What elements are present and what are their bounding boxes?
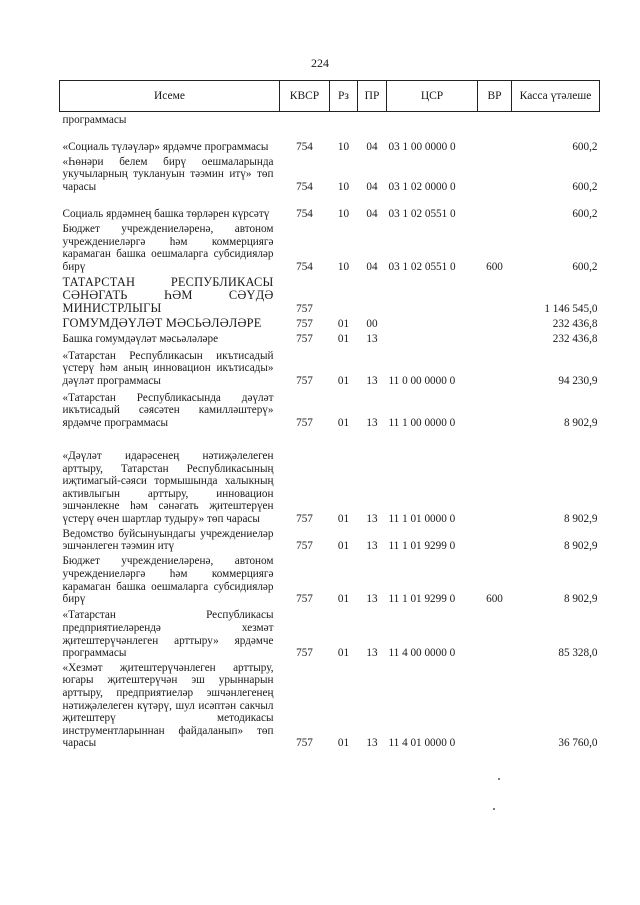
cell-name: «Социаль түләүләр» ярдәмче программасы: [62, 141, 269, 153]
cell-vr: [478, 660, 512, 750]
cell-name: «Татарстан Республикасын икътисадый үстерү һәм аның инновацион икътисады» дәүләт программасы: [62, 349, 274, 387]
cell-rz: [330, 273, 358, 315]
cell-pr: 13: [366, 416, 378, 429]
table-row: [60, 388, 600, 430]
header-kassa: Касса үтәлеше: [512, 81, 600, 112]
scan-speck: [498, 778, 500, 780]
cell-name: Башка гомумдәүләт мәсьәләләре: [62, 332, 219, 345]
scan-speck: [493, 808, 495, 810]
cell-kvsr: 757: [296, 647, 313, 660]
header-csr: ЦСР: [387, 81, 478, 112]
cell-rz: 01: [337, 416, 350, 429]
cell-rz: 01: [337, 317, 350, 330]
cell-csr: 11 1 01 0000 0: [388, 512, 456, 525]
cell-vr: [478, 346, 512, 388]
cell-kvsr: [280, 112, 330, 127]
cell-kvsr: 757: [296, 302, 313, 315]
header-name: Исеме: [60, 81, 280, 112]
cell-vr: [478, 430, 512, 526]
cell-pr: 13: [366, 647, 378, 660]
cell-name: «Татарстан Республикасында дәүләт икътисадый сәясәтен камилләштерү» ярдәмче программасы: [62, 391, 274, 429]
cell-name: «Хезмәт җитештерүчәнлеген арттыру, югары җитештерүчән эш урыннарын арттыру, предприятиеләр эшчәнлегенең нәтиҗәлелеген күтәрү, шул исәптән сакчыл җитештерү методикасы инструментларыннан файдаланып» төп чарасы: [62, 661, 274, 750]
cell-rz: 01: [337, 593, 350, 606]
cell-kvsr: 757: [296, 374, 313, 387]
cell-vr: [478, 127, 512, 154]
cell-kassa: 232 436,8: [552, 332, 598, 345]
table-row: [60, 526, 600, 553]
cell-kassa: 600,2: [572, 141, 598, 153]
table-row: [60, 430, 600, 526]
header-kvsr: КВСР: [280, 81, 330, 112]
cell-name: Бюджет учреждениеләренә, автоном учреждениеләргә һәм коммерциягә карамаган башка оешмаларга субсидияләр бирү: [62, 223, 274, 273]
cell-kvsr: 757: [296, 593, 313, 606]
table-row: [60, 331, 600, 346]
table-row: [60, 606, 600, 660]
cell-pr: 04: [366, 180, 378, 193]
cell-kassa: 600,2: [572, 207, 598, 220]
cell-kassa: 85 328,0: [558, 647, 598, 660]
cell-kassa: 232 436,8: [552, 317, 598, 330]
cell-rz: [330, 112, 358, 127]
cell-csr: 03 1 02 0551 0: [388, 260, 456, 273]
cell-csr: 03 1 02 0000 0: [388, 180, 456, 193]
cell-rz: 10: [337, 141, 350, 153]
table-header: [60, 81, 600, 112]
cell-vr: [478, 606, 512, 660]
cell-kassa: 600,2: [572, 180, 598, 193]
cell-kvsr: 754: [296, 141, 313, 153]
table-body: [60, 112, 600, 750]
cell-name: Социаль ярдәмнең башка төрләрен күрсәтү: [62, 207, 270, 220]
cell-vr: [478, 315, 512, 330]
cell-kvsr: 757: [296, 317, 313, 330]
cell-vr: [478, 331, 512, 346]
table-row: [60, 660, 600, 750]
cell-rz: 01: [337, 374, 350, 387]
cell-rz: 10: [337, 207, 350, 220]
cell-csr: [387, 273, 478, 315]
cell-name: «Дәүләт идарәсенең нәтиҗәлелеген арттыру, Татарстан Республикасының иҗтимагый-сәяси тормышында халыкның активлыгын арттыру, инновацион эшчәнлекне һәм сәнәгать җитештерүен үстерү өчен шартлар тудыру» төп чарасы: [62, 450, 274, 525]
cell-kassa: 36 760,0: [558, 737, 598, 750]
cell-kassa: [512, 112, 600, 127]
cell-vr: [478, 526, 512, 553]
cell-kvsr: 757: [296, 416, 313, 429]
cell-vr: [478, 273, 512, 315]
cell-pr: 13: [366, 512, 378, 525]
cell-rz: 10: [337, 180, 350, 193]
cell-kassa: 600,2: [572, 260, 598, 273]
cell-csr: 03 1 02 0551 0: [388, 207, 456, 220]
header-pr: ПР: [358, 81, 387, 112]
cell-kvsr: 757: [296, 512, 313, 525]
cell-vr: 600: [486, 593, 503, 606]
table-row: [60, 315, 600, 330]
table-row: [60, 127, 600, 154]
table-row: [60, 220, 600, 273]
cell-pr: 13: [366, 374, 378, 387]
cell-name: ГОМУМДӘҮЛӘТ МӘСЬӘЛӘЛӘРЕ: [62, 316, 262, 331]
page-number: 224: [311, 56, 329, 70]
cell-csr: [387, 112, 478, 127]
cell-rz: 01: [337, 647, 350, 660]
cell-pr: 13: [366, 737, 378, 750]
cell-vr: [478, 154, 512, 194]
header-vr: ВР: [478, 81, 512, 112]
cell-csr: 11 0 00 0000 0: [388, 374, 456, 387]
cell-rz: 10: [337, 260, 350, 273]
cell-rz: 01: [337, 332, 350, 345]
cell-kassa: 94 230,9: [558, 374, 598, 387]
cell-name: «Татарстан Республикасы предприятиеләрендә хезмәт җитештерүчәнлеген арттыру» ярдәмче программасы: [62, 609, 274, 660]
cell-csr: [387, 331, 478, 346]
cell-csr: 11 4 00 0000 0: [388, 647, 456, 660]
cell-name: «Һөнәри белем бирү оешмаларында укучыларның туклануын тәэмин итү» төп чарасы: [62, 155, 274, 193]
table-row: [60, 346, 600, 388]
cell-rz: 01: [337, 512, 350, 525]
cell-pr: 04: [366, 141, 378, 153]
table-row: [60, 154, 600, 194]
cell-kassa: 1 146 545,0: [544, 302, 598, 315]
cell-name: Ведомство буйсынуындагы учреждениеләр эшчәнлеген тәэмин итү: [62, 527, 274, 553]
cell-pr: [358, 273, 387, 315]
cell-kvsr: 754: [296, 260, 313, 273]
cell-name: программасы: [62, 114, 127, 126]
cell-rz: 01: [337, 540, 350, 553]
cell-csr: [387, 315, 478, 330]
cell-name: ТАТАРСТАН РЕСПУБЛИКАСЫ СӘНӘГАТЬ ҺӘМ СӘҮДӘ МИНИСТРЛЫГЫ: [62, 274, 274, 316]
cell-pr: 13: [366, 540, 378, 553]
cell-kvsr: 757: [296, 737, 313, 750]
cell-csr: 11 1 00 0000 0: [388, 416, 456, 429]
cell-csr: 03 1 00 0000 0: [388, 141, 456, 153]
cell-kassa: 8 902,9: [563, 512, 598, 525]
cell-kvsr: 757: [296, 332, 313, 345]
cell-kassa: 8 902,9: [563, 593, 598, 606]
cell-vr: [478, 193, 512, 220]
cell-csr: 11 4 01 0000 0: [388, 737, 456, 750]
table-row: [60, 273, 600, 315]
cell-csr: 11 1 01 9299 0: [388, 540, 456, 553]
cell-vr: [478, 388, 512, 430]
cell-kvsr: 754: [296, 180, 313, 193]
cell-pr: 04: [366, 260, 378, 273]
cell-pr: 13: [366, 332, 378, 345]
cell-kvsr: 754: [296, 207, 313, 220]
cell-pr: [358, 112, 387, 127]
cell-kassa: 8 902,9: [563, 416, 598, 429]
cell-vr: 600: [486, 260, 503, 273]
cell-pr: 00: [366, 317, 378, 330]
cell-pr: 04: [366, 207, 378, 220]
cell-kvsr: 757: [296, 540, 313, 553]
cell-csr: 11 1 01 9299 0: [388, 593, 456, 606]
table-row: [60, 553, 600, 606]
budget-table: [59, 80, 600, 750]
table-row: [60, 112, 600, 127]
cell-name: Бюджет учреждениеләренә, автоном учреждениеләргә һәм коммерциягә карамаган башка оешмаларга субсидияләр бирү: [62, 555, 274, 606]
cell-pr: 13: [366, 593, 378, 606]
cell-rz: 01: [337, 737, 350, 750]
cell-kassa: 8 902,9: [563, 540, 598, 553]
cell-vr: [478, 112, 512, 127]
header-rz: Рз: [330, 81, 358, 112]
table-row: [60, 193, 600, 220]
